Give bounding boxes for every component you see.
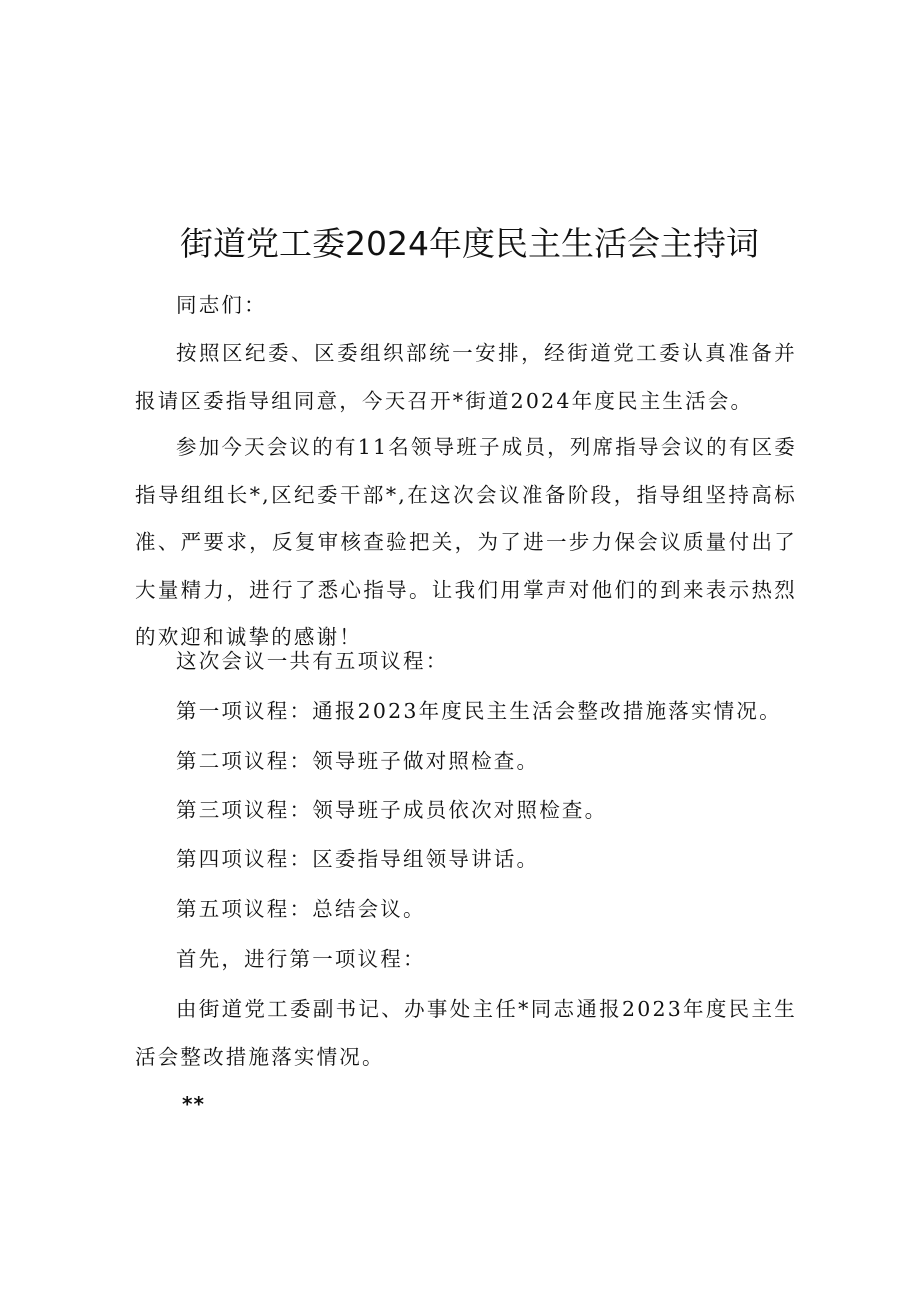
agenda-item-4: 第四项议程：区委指导组领导讲话。 [176, 847, 540, 871]
paragraph-2-text: 参加今天会议的有11名领导班子成员，列席指导会议的有区委指导组组长*,区纪委干部*,在这次会议准备阶段，指导组坚持高标准、严要求，反复审核查验把关，为了进一步力保会议质量付出了大量精力，进行了悉心指导。让我们用掌声对他们的到来表示热烈的欢迎和诚挚的感谢！ [135, 435, 797, 649]
greeting-text: 同志们： [176, 293, 267, 317]
agenda-item [135, 688, 797, 736]
paragraph-first-agenda [135, 936, 797, 984]
agenda-item [135, 787, 797, 835]
document-title: 街道党工委2024年度民主生活会主持词 [180, 224, 759, 263]
paragraph-3-text: 这次会议一共有五项议程： [176, 649, 449, 673]
agenda-item [135, 738, 797, 786]
closing-asterisks: ** [182, 1092, 205, 1116]
paragraph-arrangement [135, 330, 797, 425]
paragraph-4-text: 首先，进行第一项议程： [176, 947, 426, 971]
agenda-item-5: 第五项议程：总结会议。 [176, 897, 426, 921]
agenda-item-1: 第一项议程：通报2023年度民主生活会整改措施落实情况。 [176, 699, 782, 723]
paragraph-agenda-intro [135, 638, 797, 686]
agenda-item [135, 836, 797, 884]
paragraph-1-text: 按照区纪委、区委组织部统一安排，经街道党工委认真准备并报请区委指导组同意，今天召开*街道2024年度民主生活会。 [135, 341, 797, 413]
paragraph-attendees [135, 424, 797, 662]
agenda-item [135, 886, 797, 934]
paragraph-5-text: 由街道党工委副书记、办事处主任*同志通报2023年度民主生活会整改措施落实情况。 [135, 997, 797, 1069]
paragraph-report [135, 986, 797, 1081]
agenda-item-3: 第三项议程：领导班子成员依次对照检查。 [176, 798, 608, 822]
agenda-item-2: 第二项议程：领导班子做对照检查。 [176, 749, 540, 773]
greeting-paragraph [135, 282, 797, 330]
